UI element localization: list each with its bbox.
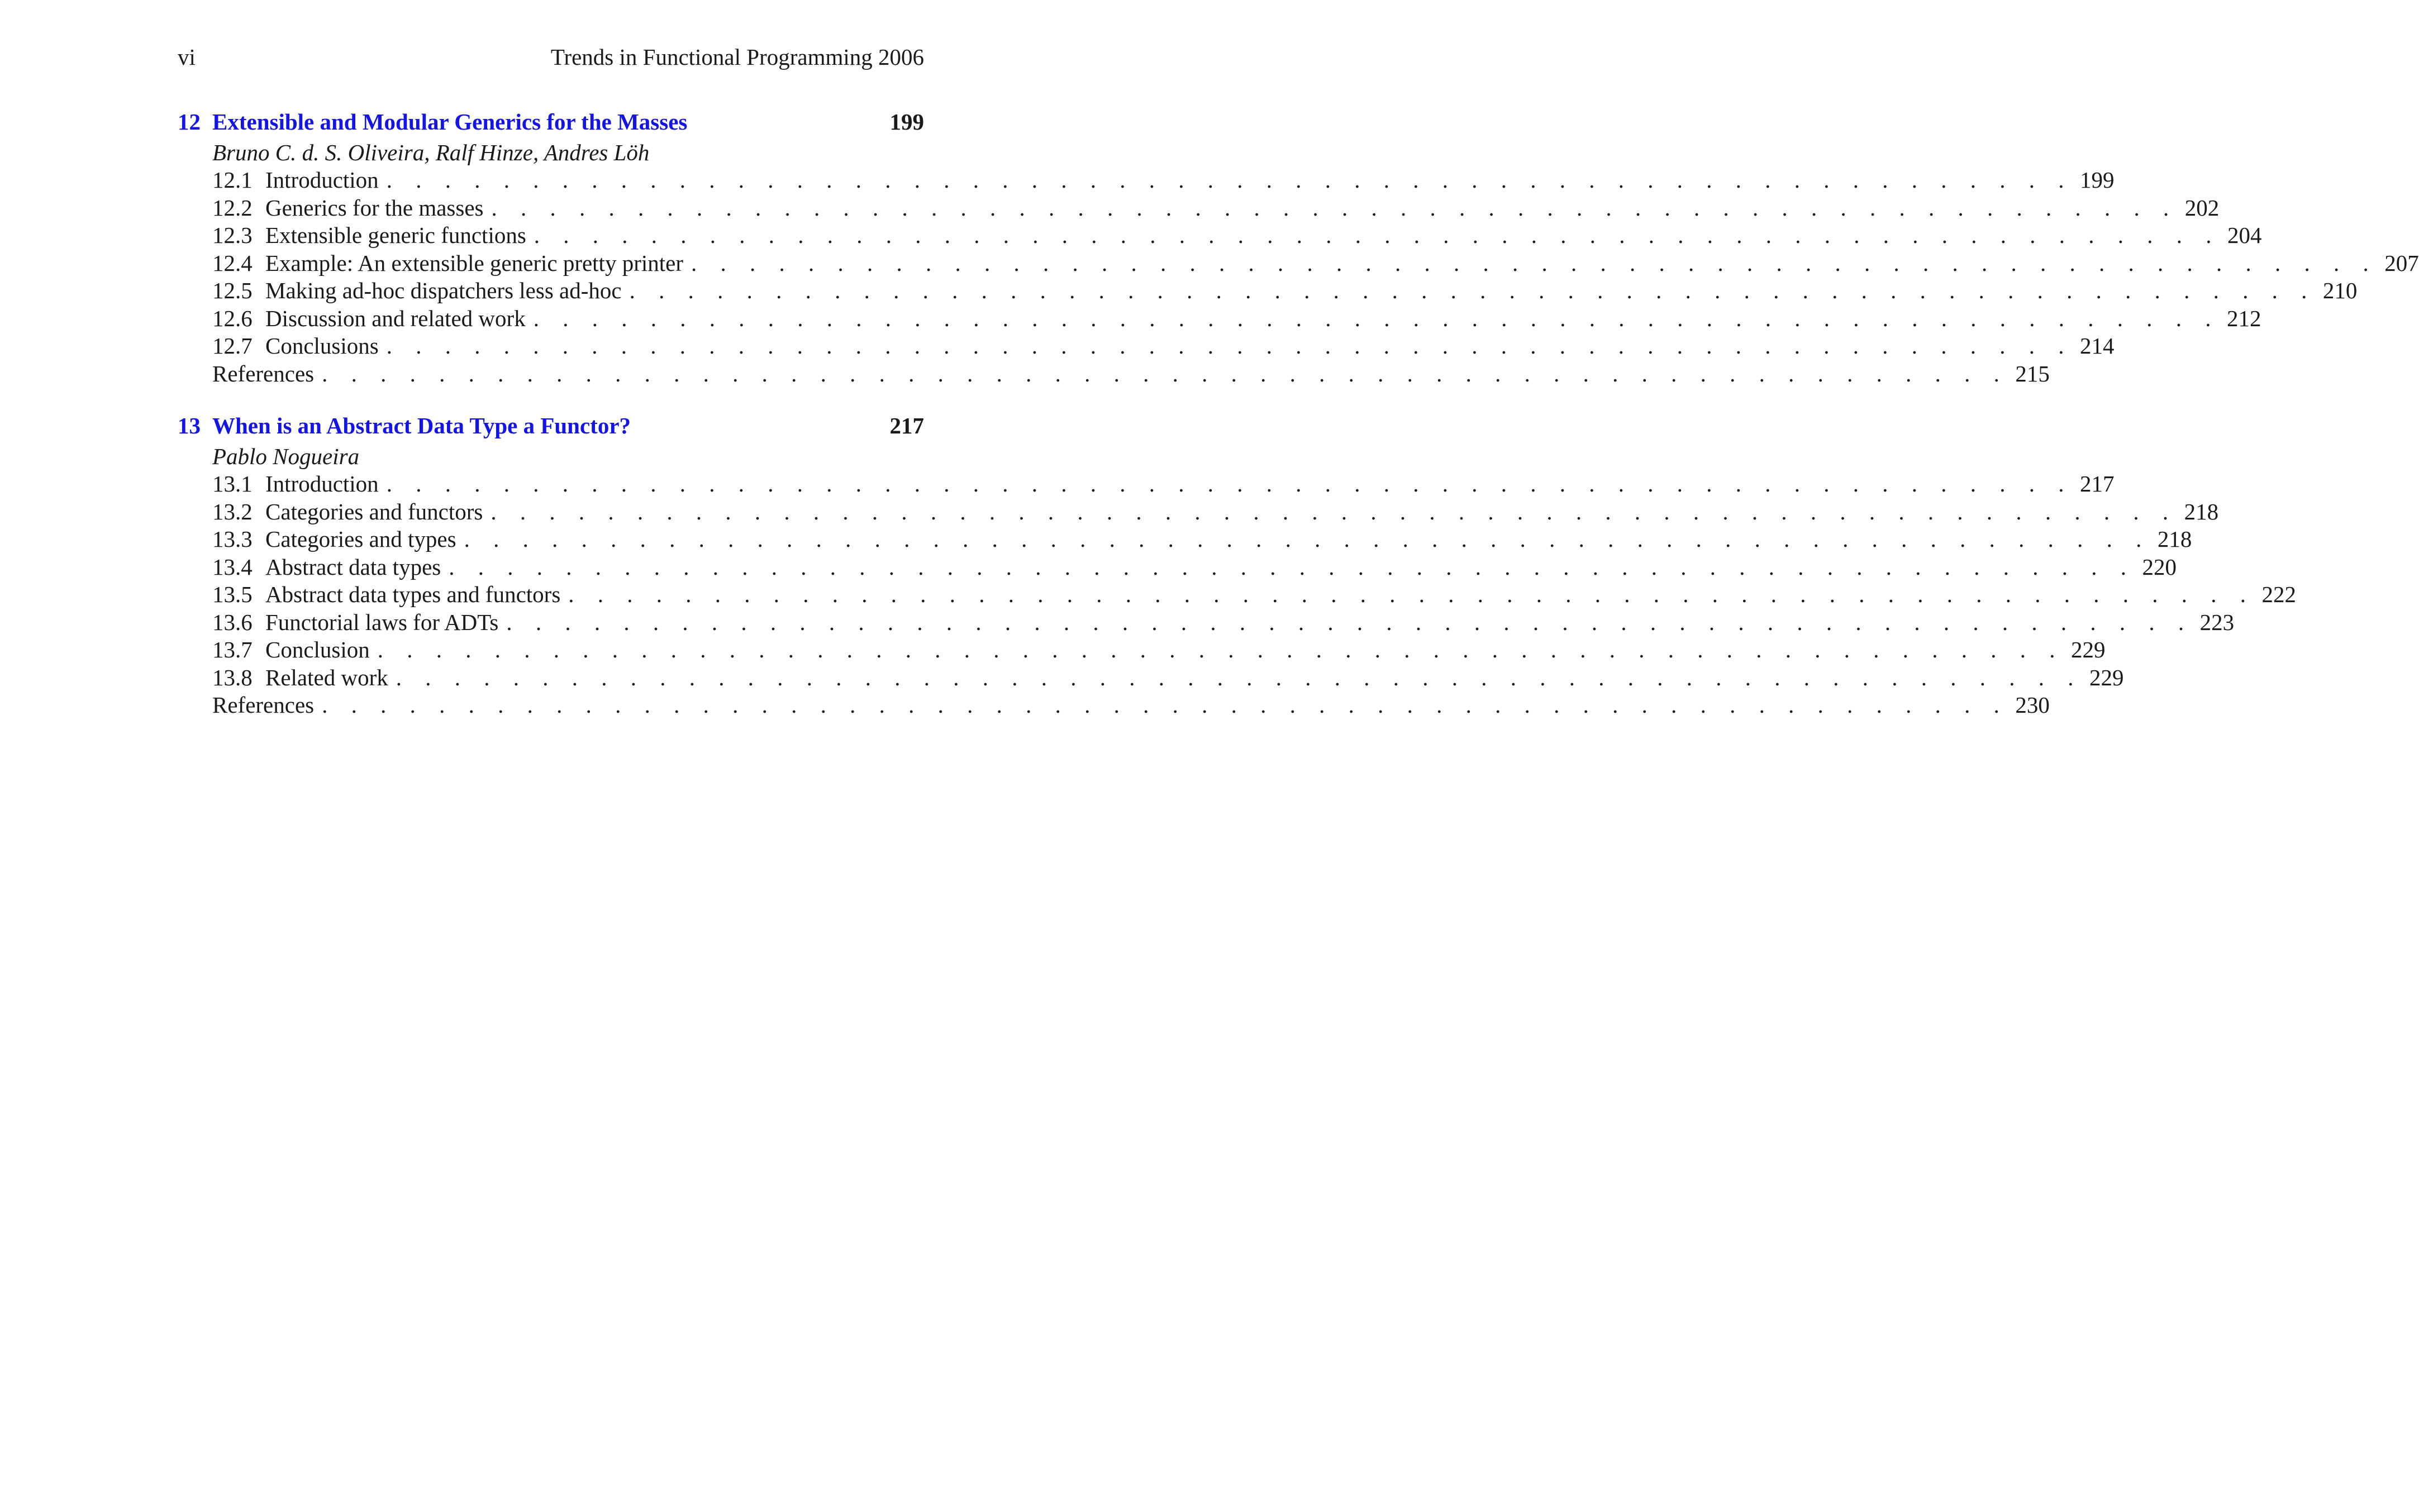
references-page-number: 230 — [2015, 692, 2050, 718]
section-title: Abstract data types and functors — [265, 581, 561, 607]
toc-entry — [178, 250, 2419, 278]
chapter-title-link[interactable]: Extensible and Modular Generics for the Masses — [212, 109, 688, 135]
dot-leader: . . . . . . . . . . . . . . . . . . . . . . . . . . . . . . . . . . . . . . . . . . . . . . . . . . . . . . . . . . — [691, 250, 2378, 276]
toc-entry — [178, 636, 2106, 664]
chapter-page-number: 217 — [889, 413, 924, 438]
toc-entry-references — [178, 360, 2050, 388]
toc-entry — [178, 664, 2124, 692]
chapter-12 — [178, 105, 2419, 388]
section-page-number: 218 — [2157, 526, 2192, 552]
section-page-number: 229 — [2071, 637, 2106, 662]
section-number: 12.1 — [212, 167, 253, 193]
section-number: 13.5 — [212, 581, 253, 607]
dot-leader: . . . . . . . . . . . . . . . . . . . . . . . . . . . . . . . . . . . . . . . . . . . . . . . . . . . . . . . . . . — [568, 581, 2255, 607]
dot-leader: . . . . . . . . . . . . . . . . . . . . . . . . . . . . . . . . . . . . . . . . . . . . . . . . . . . . . . . . . . — [386, 333, 2073, 359]
dot-leader: . . . . . . . . . . . . . . . . . . . . . . . . . . . . . . . . . . . . . . . . . . . . . . . . . . . . . . . . . . — [322, 692, 2008, 718]
running-title: Trends in Functional Programming 2006 — [550, 44, 924, 70]
chapter-authors: Bruno C. d. S. Oliveira, Ralf Hinze, Andres Löh — [212, 140, 650, 165]
chapter-number-link[interactable]: 13 — [178, 413, 201, 438]
toc-entry — [178, 222, 2262, 250]
references-label: References — [212, 360, 315, 387]
dot-leader: . . . . . . . . . . . . . . . . . . . . . . . . . . . . . . . . . . . . . . . . . . . . . . . . . . . . . . . . . . — [533, 305, 2220, 331]
dot-leader: . . . . . . . . . . . . . . . . . . . . . . . . . . . . . . . . . . . . . . . . . . . . . . . . . . . . . . . . . . — [534, 222, 2221, 248]
section-number: 13.7 — [212, 637, 253, 662]
toc-entry — [178, 470, 2115, 498]
section-title: Abstract data types — [265, 554, 441, 580]
chapter-heading — [178, 105, 924, 139]
toc-entry — [178, 609, 2235, 637]
section-page-number: 207 — [2384, 250, 2419, 276]
section-title: Related work — [265, 664, 388, 690]
section-title: Functorial laws for ADTs — [265, 609, 499, 635]
chapter-page-number: 199 — [889, 109, 924, 135]
section-title: Making ad-hoc dispatchers less ad-hoc — [265, 278, 622, 303]
dot-leader: . . . . . . . . . . . . . . . . . . . . . . . . . . . . . . . . . . . . . . . . . . . . . . . . . . . . . . . . . . — [396, 664, 2083, 690]
section-number: 12.5 — [212, 278, 253, 303]
chapter-number-link[interactable]: 12 — [178, 109, 201, 135]
section-page-number: 199 — [2079, 167, 2115, 193]
section-title: Introduction — [265, 471, 379, 497]
section-title: Extensible generic functions — [265, 222, 526, 248]
dot-leader: . . . . . . . . . . . . . . . . . . . . . . . . . . . . . . . . . . . . . . . . . . . . . . . . . . . . . . . . . . — [386, 167, 2073, 193]
section-title: Conclusions — [265, 333, 379, 359]
section-page-number: 218 — [2184, 498, 2219, 524]
chapter-13 — [178, 409, 2297, 719]
dot-leader: . . . . . . . . . . . . . . . . . . . . . . . . . . . . . . . . . . . . . . . . . . . . . . . . . . . . . . . . . . — [377, 637, 2064, 662]
section-number: 12.4 — [212, 250, 253, 276]
section-number: 13.4 — [212, 554, 253, 580]
section-title: Discussion and related work — [265, 305, 526, 331]
references-page-number: 215 — [2015, 360, 2050, 387]
section-page-number: 210 — [2322, 278, 2358, 303]
chapter-heading — [178, 409, 924, 442]
section-number: 13.8 — [212, 664, 253, 690]
toc-entry — [178, 166, 2115, 194]
dot-leader: . . . . . . . . . . . . . . . . . . . . . . . . . . . . . . . . . . . . . . . . . . . . . . . . . . . . . . . . . . — [386, 471, 2073, 497]
dot-leader: . . . . . . . . . . . . . . . . . . . . . . . . . . . . . . . . . . . . . . . . . . . . . . . . . . . . . . . . . . — [449, 554, 2135, 580]
dot-leader: . . . . . . . . . . . . . . . . . . . . . . . . . . . . . . . . . . . . . . . . . . . . . . . . . . . . . . . . . . — [506, 609, 2193, 635]
toc-entry — [178, 194, 2220, 222]
section-page-number: 214 — [2080, 333, 2115, 359]
section-number: 13.1 — [212, 471, 253, 497]
references-label: References — [212, 692, 315, 718]
section-title: Generics for the masses — [265, 194, 484, 221]
toc-entry — [178, 305, 2261, 333]
chapter-title-link[interactable]: When is an Abstract Data Type a Functor? — [212, 413, 631, 438]
section-page-number: 204 — [2227, 222, 2262, 248]
toc-entry — [178, 554, 2177, 581]
section-page-number: 222 — [2261, 581, 2297, 607]
dot-leader: . . . . . . . . . . . . . . . . . . . . . . . . . . . . . . . . . . . . . . . . . . . . . . . . . . . . . . . . . . — [322, 360, 2008, 387]
section-number: 12.3 — [212, 222, 253, 248]
section-number: 12.6 — [212, 305, 253, 331]
section-title: Categories and types — [265, 526, 456, 552]
table-of-contents — [178, 105, 2419, 741]
section-title: Example: An extensible generic pretty printer — [265, 250, 683, 276]
section-page-number: 217 — [2079, 471, 2115, 497]
section-title: Conclusion — [265, 637, 370, 662]
page-folio: vi — [178, 44, 196, 70]
dot-leader: . . . . . . . . . . . . . . . . . . . . . . . . . . . . . . . . . . . . . . . . . . . . . . . . . . . . . . . . . . — [491, 498, 2178, 524]
dot-leader: . . . . . . . . . . . . . . . . . . . . . . . . . . . . . . . . . . . . . . . . . . . . . . . . . . . . . . . . . . — [491, 194, 2178, 221]
page-header — [178, 40, 924, 74]
section-number: 12.7 — [212, 333, 253, 359]
section-number: 13.6 — [212, 609, 253, 635]
section-number: 13.2 — [212, 498, 253, 524]
dot-leader: . . . . . . . . . . . . . . . . . . . . . . . . . . . . . . . . . . . . . . . . . . . . . . . . . . . . . . . . . . — [464, 526, 2151, 552]
section-number: 13.3 — [212, 526, 253, 552]
section-page-number: 229 — [2089, 664, 2124, 690]
toc-entry — [178, 332, 2115, 360]
toc-entry — [178, 526, 2192, 554]
toc-entry-references — [178, 691, 2050, 719]
chapter-authors: Pablo Nogueira — [212, 443, 360, 469]
toc-entry — [178, 277, 2358, 305]
section-page-number: 223 — [2199, 609, 2235, 635]
toc-entry — [178, 498, 2219, 526]
toc-entry — [178, 581, 2297, 609]
section-title: Introduction — [265, 167, 379, 193]
section-page-number: 212 — [2226, 305, 2261, 331]
dot-leader: . . . . . . . . . . . . . . . . . . . . . . . . . . . . . . . . . . . . . . . . . . . . . . . . . . . . . . . . . . — [629, 278, 2316, 303]
section-number: 12.2 — [212, 194, 253, 221]
section-title: Categories and functors — [265, 498, 483, 524]
section-page-number: 202 — [2184, 194, 2220, 221]
section-page-number: 220 — [2142, 554, 2177, 580]
